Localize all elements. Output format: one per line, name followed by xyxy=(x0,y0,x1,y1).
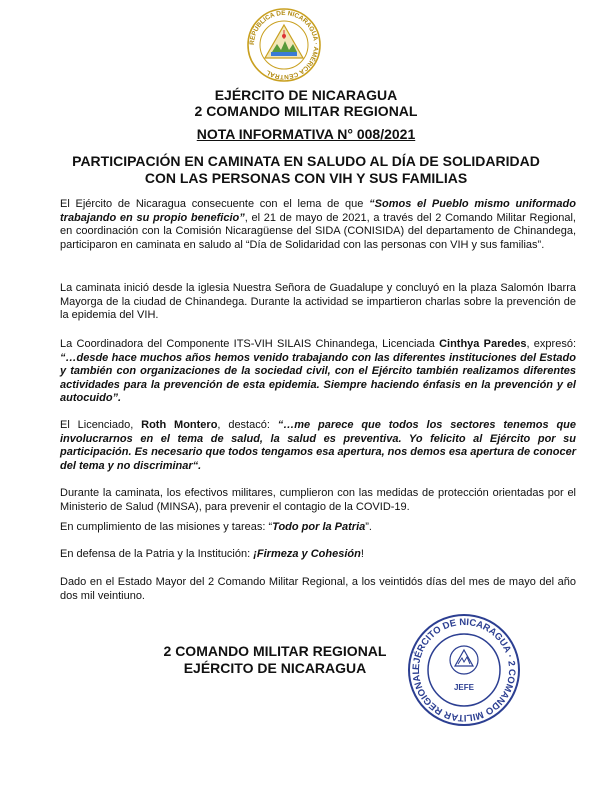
p4-text-a: El Licenciado, xyxy=(60,419,142,431)
p6-text-a: En cumplimiento de las misiones y tareas: “ xyxy=(60,521,273,533)
p4-text-c: , destacó: xyxy=(217,419,278,431)
paragraph-covid-measures xyxy=(60,487,576,514)
p1-motto: “Somos el Pueblo mismo uniformado trabajando en su propio beneficio” xyxy=(60,198,576,224)
paragraph-given xyxy=(60,576,576,603)
paragraph-defense xyxy=(60,548,576,562)
p7-slogan: ¡Firmeza y Cohesión xyxy=(253,548,361,560)
p1-text-a: El Ejército de Nicaragua consecuente con el lema de que xyxy=(60,198,370,210)
nicaragua-coat-of-arms-seal xyxy=(245,6,323,84)
paragraph-intro xyxy=(60,198,576,252)
p6-text-c: ”. xyxy=(365,521,372,533)
signature-command: 2 COMANDO MILITAR REGIONAL xyxy=(163,643,387,659)
p5-text: Durante la caminata, los efectivos militares, cumplieron con las medidas de protección orientadas por el Ministerio de Salud (MINSA), para prevenir el contagio de la COVID-19. xyxy=(60,487,576,513)
p3-text-c: , expresó: xyxy=(526,338,577,350)
official-stamp xyxy=(406,612,522,728)
p3-text-a: La Coordinadora del Componente ITS-VIH SILAIS Chinandega, Licenciada xyxy=(60,338,440,350)
p7-text-a: En defensa de la Patria y la Institución: xyxy=(60,548,254,560)
p7-text-c: ! xyxy=(360,548,364,560)
p8-text: Dado en el Estado Mayor del 2 Comando Militar Regional, a los veintidós días del mes de mayo del año dos mil veintiuno. xyxy=(60,576,576,602)
title-line-1: PARTICIPACIÓN EN CAMINATA EN SALUDO AL DÍA DE SOLIDARIDAD xyxy=(72,153,540,169)
p2-text: La caminata inició desde la iglesia Nuestra Señora de Guadalupe y concluyó en la plaza Salomón Ibarra Mayorga de la ciudad de Chinandega. Durante la actividad se impartieron charlas sobre la prevención de la epidemia del VIH. xyxy=(60,282,576,322)
header-note-number xyxy=(0,126,612,142)
p3-name: Cinthya Paredes xyxy=(439,338,527,350)
note-number-text: NOTA INFORMATIVA N° 008/2021 xyxy=(196,126,416,142)
stamp-center-text: JEFE xyxy=(453,683,475,692)
header-command-name: 2 COMANDO MILITAR REGIONAL xyxy=(194,103,418,119)
document-title xyxy=(0,153,612,187)
seal-ring-text: REPÚBLICA DE NICARAGUA · AMÉRICA CENTRAL xyxy=(248,9,320,81)
p6-slogan: Todo por la Patria xyxy=(272,521,366,533)
signature-army: EJÉRCITO DE NICARAGUA xyxy=(183,660,367,676)
title-line-2: CON LAS PERSONAS CON VIH Y SUS FAMILIAS xyxy=(144,170,468,186)
paragraph-walk xyxy=(60,282,576,323)
header-army-name: EJÉRCITO DE NICARAGUA xyxy=(214,87,398,103)
p3-quote: “…desde hace muchos años hemos venido trabajando con las diferentes instituciones del Estado y también con organizaciones de la sociedad civil, con el Ejército también realizamos diferentes actividades para la prevención de esta epidemia. Siempre haciendo énfasis en la prevención y el autocuido”. xyxy=(60,351,576,405)
paragraph-montero-quote xyxy=(60,419,576,473)
p4-name: Roth Montero xyxy=(141,419,218,431)
paragraph-mission xyxy=(60,521,576,535)
p1-text-c: , el 21 de mayo de 2021, a través del 2 Comando Militar Regional, en coordinación con la Comisión Nicaragüense del SIDA (CONISIDA) del departamento de Chinandega, participaron en caminata en saludo al “Día de Solidaridad con las personas con VIH y sus familias”. xyxy=(60,211,576,251)
p4-quote: “…me parece que todos los sectores tenemos que involucrarnos en el tema de salud, la salud es preventiva. Yo felicito al Ejército por su participación. Es necesario que todos tengamos esa apertura, nos demos esa apertura de conocer del tema y no discriminar“. xyxy=(60,419,577,472)
paragraph-coordinator-quote xyxy=(60,338,576,406)
stamp-ring-text: EJÉRCITO DE NICARAGUA · 2 COMANDO MILITAR REGIONAL xyxy=(410,616,518,724)
